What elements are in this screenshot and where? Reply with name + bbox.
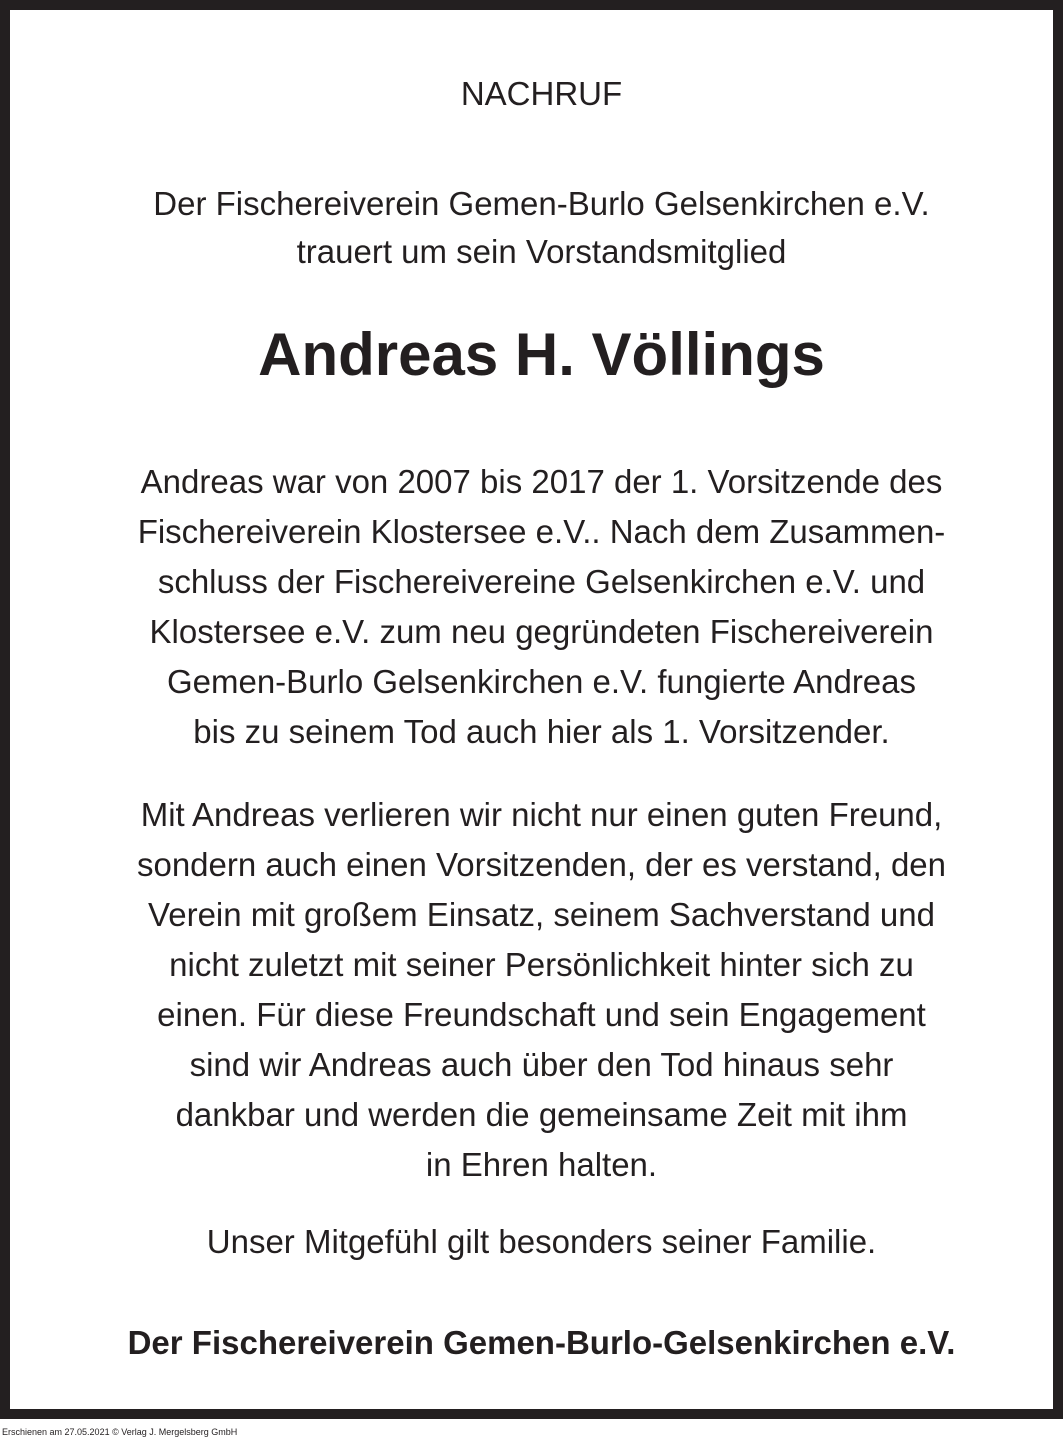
sympathy-line: Unser Mitgefühl gilt besonders seiner Familie. [206,1223,877,1260]
paragraph-line: Gemen-Burlo Gelsenkirchen e.V. fungierte Andreas [166,663,917,700]
paragraph-line: Klostersee e.V. zum neu gegründeten Fischereiverein [149,613,934,650]
deceased-name: Andreas H. Völlings [258,321,825,388]
paragraph-line: Fischereiverein Klostersee e.V.. Nach dem Zusammen- [137,513,946,550]
paragraph-line: sind wir Andreas auch über den Tod hinaus sehr [189,1046,894,1083]
paragraph-line: dankbar und werden die gemeinsame Zeit mit ihm [175,1096,908,1133]
intro-line: Der Fischereiverein Gemen-Burlo Gelsenkirchen e.V. [153,185,930,222]
paragraph-line: nicht zuletzt mit seiner Persönlichkeit hinter sich zu [169,946,914,983]
intro-line: trauert um sein Vorstandsmitglied [296,233,787,270]
paragraph-line: sondern auch einen Vorsitzenden, der es verstand, den [136,846,947,883]
paragraph-line: in Ehren halten. [425,1146,658,1183]
paragraph-line: Verein mit großem Einsatz, seinem Sachverstand und [148,896,935,933]
obituary-heading: NACHRUF [460,75,623,112]
paragraph-line: Andreas war von 2007 bis 2017 der 1. Vorsitzende des [140,463,943,500]
biography-paragraph [22,457,1061,757]
paragraph-line: einen. Für diese Freundschaft und sein Engagement [157,996,926,1033]
paragraph-line: schluss der Fischereivereine Gelsenkirchen e.V. und [157,563,926,600]
tribute-paragraph [22,790,1061,1190]
intro-text [22,180,1061,276]
signature-line: Der Fischereiverein Gemen-Burlo-Gelsenkirchen e.V. [127,1324,956,1361]
paragraph-line: bis zu seinem Tod auch hier als 1. Vorsitzender. [193,713,890,750]
paragraph-line: Mit Andreas verlieren wir nicht nur einen guten Freund, [140,796,943,833]
publication-footer: Erschienen am 27.05.2021 © Verlag J. Mergelsberg GmbH [2,1427,238,1437]
